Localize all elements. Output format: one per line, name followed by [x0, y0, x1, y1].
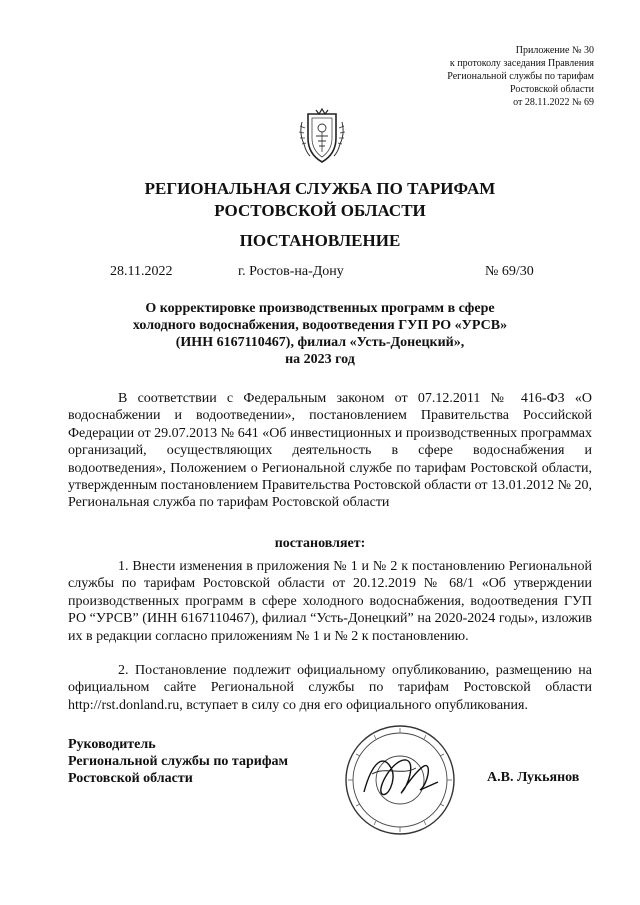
- official-seal-icon: [342, 722, 458, 838]
- appendix-line: Региональной службы по тарифам: [447, 71, 594, 82]
- subject-line: О корректировке производственных программ в сфере: [145, 301, 495, 316]
- signatory-title-line: Руководитель: [68, 737, 156, 752]
- organization-name: [0, 178, 640, 222]
- document-city: г. Ростов-на-Дону: [238, 264, 344, 279]
- coat-of-arms-icon: [296, 108, 348, 166]
- decrees-heading: постановляет:: [274, 536, 366, 551]
- organization-line: РЕГИОНАЛЬНАЯ СЛУЖБА ПО ТАРИФАМ: [144, 179, 496, 198]
- document-type: ПОСТАНОВЛЕНИЕ: [239, 231, 401, 250]
- signatory-title-line: Ростовской области: [68, 771, 193, 786]
- subject-line: на 2023 год: [285, 352, 355, 367]
- preamble-paragraph: В соответствии с Федеральным законом от 07.12.2011 № 416-ФЗ «О водоснабжении и водоотведении», постановлением Правительства Российской Федерации от 29.07.2013 № 641 «Об инвестиционных и производственных программах организаций, осуществляющих деятельность в сфере водоснабжения и водоотведения», Положением о Региональной службе по тарифам Ростовской области, утвержденным постановлением Правительства Ростовской области от 13.01.2012 № 20, Региональная служба по тарифам Ростовской области: [68, 391, 592, 511]
- document-date: 28.11.2022: [110, 264, 173, 279]
- decree-item-2: 2. Постановление подлежит официальному опубликованию, размещению на официальном сайте Региональной службы по тарифам Ростовской области http://rst.donland.ru, вступает в силу со дня его официального опубликования.: [68, 663, 592, 713]
- signatory-title: [68, 736, 288, 787]
- appendix-note: [334, 44, 594, 109]
- organization-line: РОСТОВСКОЙ ОБЛАСТИ: [214, 201, 426, 220]
- appendix-line: к протоколу заседания Правления: [449, 58, 594, 69]
- document-subject: [100, 300, 540, 368]
- subject-line: (ИНН 6167110467), филиал «Усть-Донецкий»,: [175, 335, 465, 350]
- appendix-line: от 28.11.2022 № 69: [513, 97, 594, 108]
- signatory-title-line: Региональной службы по тарифам: [68, 754, 289, 769]
- decree-item-1: 1. Внести изменения в приложения № 1 и № 2 к постановлению Региональной службы по тарифам Ростовской области от 20.12.2019 № 68/1 «Об утверждении производственных программ в сфере холодного водоснабжения, водоотведения ГУП РО “УРСВ” (ИНН 6167110467), филиал “Усть-Донецкий” на 2020-2024 годы», изложив их в редакции согласно приложениям № 1 и № 2 к постановлению.: [68, 559, 592, 644]
- subject-line: холодного водоснабжения, водоотведения ГУП РО «УРСВ»: [132, 318, 508, 333]
- appendix-line: Приложение № 30: [515, 45, 594, 56]
- appendix-line: Ростовской области: [510, 84, 594, 95]
- document-number: № 69/30: [485, 264, 534, 279]
- signatory-name: А.В. Лукьянов: [487, 770, 580, 785]
